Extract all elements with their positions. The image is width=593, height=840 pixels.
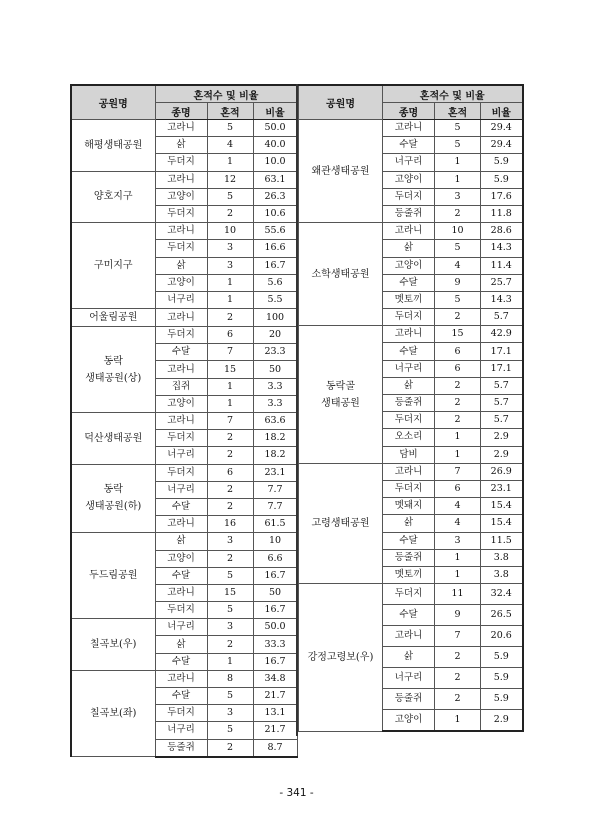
count-cell: 9 — [435, 605, 481, 626]
header-park: 공원명 — [71, 85, 155, 120]
species-cell: 두더지 — [383, 584, 435, 605]
count-cell: 3 — [207, 619, 253, 636]
count-cell: 7 — [435, 626, 481, 647]
count-cell: 2 — [207, 550, 253, 567]
count-cell: 2 — [207, 739, 253, 757]
park-name-cell: 왜관생태공원 — [299, 120, 383, 223]
park-name-cell: 두드림공원 — [71, 533, 155, 619]
header-count: 혼적 — [435, 103, 481, 120]
count-cell: 4 — [435, 515, 481, 532]
ratio-cell: 2.9 — [481, 446, 523, 463]
ratio-cell: 17.1 — [481, 360, 523, 377]
count-cell: 2 — [207, 309, 253, 327]
count-cell: 7 — [207, 344, 253, 361]
table-row — [71, 223, 297, 240]
ratio-cell: 17.1 — [481, 343, 523, 360]
species-cell: 멧돼지 — [383, 498, 435, 515]
species-cell: 고라니 — [383, 223, 435, 240]
header-ratio: 비율 — [481, 103, 523, 120]
ratio-cell: 14.3 — [481, 240, 523, 257]
ratio-cell: 23.3 — [253, 344, 297, 361]
ratio-cell: 29.4 — [481, 137, 523, 154]
table-row — [299, 223, 523, 240]
header-group: 혼적수 및 비율 — [383, 85, 523, 103]
ratio-cell: 14.3 — [481, 291, 523, 308]
species-cell: 너구리 — [155, 447, 207, 464]
ratio-cell: 21.7 — [253, 688, 297, 705]
ratio-cell: 10.6 — [253, 205, 297, 222]
ratio-cell: 10.0 — [253, 154, 297, 171]
count-cell: 12 — [207, 171, 253, 188]
count-cell: 2 — [207, 205, 253, 222]
ratio-cell: 28.6 — [481, 223, 523, 240]
table-row — [71, 464, 297, 481]
species-cell: 수달 — [383, 605, 435, 626]
count-cell: 5 — [207, 188, 253, 205]
species-cell: 수달 — [155, 498, 207, 515]
species-cell: 고라니 — [155, 361, 207, 378]
species-cell: 두더지 — [155, 240, 207, 257]
count-cell: 3 — [435, 532, 481, 549]
species-cell: 등줄쥐 — [155, 739, 207, 757]
table-row — [71, 533, 297, 550]
ratio-cell: 15.4 — [481, 498, 523, 515]
park-name-cell: 덕산생태공원 — [71, 413, 155, 465]
species-cell: 너구리 — [155, 481, 207, 498]
park-name-cell: 칠곡보(좌) — [71, 670, 155, 756]
species-cell: 멧토끼 — [383, 291, 435, 308]
header-ratio: 비율 — [253, 103, 297, 120]
species-cell: 두더지 — [383, 412, 435, 429]
ratio-cell: 26.3 — [253, 188, 297, 205]
species-cell: 등줄쥐 — [383, 395, 435, 412]
count-cell: 2 — [435, 689, 481, 710]
species-cell: 담비 — [383, 446, 435, 463]
header-species: 종명 — [383, 103, 435, 120]
ratio-cell: 100 — [253, 309, 297, 327]
count-cell: 1 — [435, 549, 481, 566]
ratio-cell: 20.6 — [481, 626, 523, 647]
count-cell: 2 — [435, 205, 481, 222]
species-cell: 고라니 — [383, 626, 435, 647]
species-cell: 삵 — [383, 377, 435, 394]
species-cell: 고라니 — [155, 120, 207, 137]
ratio-cell: 50.0 — [253, 120, 297, 137]
park-name-cell: 어울림공원 — [71, 309, 155, 327]
species-cell: 등줄쥐 — [383, 205, 435, 222]
ratio-cell: 61.5 — [253, 516, 297, 533]
species-cell: 수달 — [155, 688, 207, 705]
count-cell: 1 — [435, 566, 481, 583]
species-cell: 너구리 — [155, 291, 207, 308]
table-row — [71, 120, 297, 137]
park-name-cell: 소학생태공원 — [299, 223, 383, 326]
table-row — [71, 327, 297, 344]
species-cell: 두더지 — [383, 188, 435, 205]
count-cell: 3 — [435, 188, 481, 205]
ratio-cell: 16.7 — [253, 602, 297, 619]
park-name-cell: 동락골 생태공원 — [299, 326, 383, 464]
count-cell: 5 — [435, 240, 481, 257]
ratio-cell: 5.7 — [481, 412, 523, 429]
ratio-cell: 29.4 — [481, 120, 523, 137]
ratio-cell: 18.2 — [253, 447, 297, 464]
park-name-cell: 구미지구 — [71, 223, 155, 309]
ratio-cell: 42.9 — [481, 326, 523, 343]
count-cell: 5 — [207, 120, 253, 137]
species-cell: 삵 — [155, 533, 207, 550]
species-cell: 수달 — [383, 274, 435, 291]
page-number: - 341 - — [279, 787, 314, 799]
species-cell: 두더지 — [155, 430, 207, 447]
count-cell: 3 — [207, 240, 253, 257]
table-row — [299, 326, 523, 343]
ratio-cell: 3.8 — [481, 549, 523, 566]
count-cell: 1 — [207, 378, 253, 395]
species-cell: 고라니 — [383, 120, 435, 137]
count-cell: 2 — [435, 309, 481, 326]
species-cell: 집쥐 — [155, 378, 207, 395]
species-cell: 수달 — [383, 343, 435, 360]
species-cell: 고양이 — [155, 188, 207, 205]
species-cell: 고라니 — [155, 223, 207, 240]
header-group: 혼적수 및 비율 — [155, 85, 297, 103]
species-cell: 수달 — [383, 137, 435, 154]
count-cell: 6 — [207, 327, 253, 344]
species-cell: 멧토끼 — [383, 566, 435, 583]
ratio-cell: 63.1 — [253, 171, 297, 188]
ratio-cell: 23.1 — [253, 464, 297, 481]
ratio-cell: 26.9 — [481, 463, 523, 480]
ratio-cell: 16.7 — [253, 567, 297, 584]
ratio-cell: 5.9 — [481, 668, 523, 689]
species-cell: 수달 — [383, 532, 435, 549]
species-cell: 고라니 — [155, 584, 207, 601]
ratio-cell: 11.5 — [481, 532, 523, 549]
count-cell: 6 — [435, 480, 481, 497]
species-cell: 고양이 — [155, 274, 207, 291]
species-cell: 두더지 — [155, 705, 207, 722]
count-cell: 1 — [435, 171, 481, 188]
ratio-cell: 16.7 — [253, 257, 297, 274]
park-name-cell: 강정고령보(우) — [299, 584, 383, 732]
park-name-cell: 양호지구 — [71, 171, 155, 223]
count-cell: 9 — [435, 274, 481, 291]
left-table-body — [71, 120, 297, 757]
species-cell: 두더지 — [383, 480, 435, 497]
ratio-cell: 10 — [253, 533, 297, 550]
ratio-cell: 26.5 — [481, 605, 523, 626]
ratio-cell: 50 — [253, 361, 297, 378]
count-cell: 7 — [207, 413, 253, 430]
count-cell: 4 — [435, 498, 481, 515]
count-cell: 2 — [207, 481, 253, 498]
table-row — [71, 309, 297, 327]
count-cell: 1 — [435, 154, 481, 171]
ratio-cell: 6.6 — [253, 550, 297, 567]
count-cell: 3 — [207, 705, 253, 722]
count-cell: 2 — [435, 395, 481, 412]
park-name-cell: 해평생태공원 — [71, 120, 155, 172]
species-cell: 너구리 — [383, 668, 435, 689]
count-cell: 2 — [207, 636, 253, 653]
ratio-cell: 3.8 — [481, 566, 523, 583]
count-cell: 6 — [207, 464, 253, 481]
species-cell: 두더지 — [155, 154, 207, 171]
species-cell: 삵 — [383, 240, 435, 257]
count-cell: 2 — [207, 447, 253, 464]
ratio-cell: 13.1 — [253, 705, 297, 722]
table-row — [71, 171, 297, 188]
ratio-cell: 50.0 — [253, 619, 297, 636]
ratio-cell: 16.6 — [253, 240, 297, 257]
ratio-cell: 63.6 — [253, 413, 297, 430]
right-table — [298, 84, 524, 732]
count-cell: 5 — [207, 688, 253, 705]
count-cell: 2 — [435, 668, 481, 689]
count-cell: 4 — [435, 257, 481, 274]
species-cell: 너구리 — [383, 154, 435, 171]
count-cell: 10 — [207, 223, 253, 240]
ratio-cell: 3.3 — [253, 395, 297, 412]
ratio-cell: 5.9 — [481, 171, 523, 188]
count-cell: 2 — [207, 430, 253, 447]
species-cell: 고양이 — [383, 710, 435, 732]
species-cell: 너구리 — [155, 619, 207, 636]
ratio-cell: 33.3 — [253, 636, 297, 653]
count-cell: 16 — [207, 516, 253, 533]
table-row — [299, 120, 523, 137]
species-cell: 너구리 — [155, 722, 207, 739]
species-cell: 너구리 — [383, 360, 435, 377]
count-cell: 2 — [435, 412, 481, 429]
species-cell: 삵 — [383, 515, 435, 532]
ratio-cell: 18.2 — [253, 430, 297, 447]
species-cell: 수달 — [155, 653, 207, 670]
ratio-cell: 5.5 — [253, 291, 297, 308]
species-cell: 두더지 — [155, 205, 207, 222]
ratio-cell: 32.4 — [481, 584, 523, 605]
count-cell: 5 — [207, 722, 253, 739]
ratio-cell: 50 — [253, 584, 297, 601]
species-cell: 등줄쥐 — [383, 689, 435, 710]
species-cell: 오소리 — [383, 429, 435, 446]
ratio-cell: 2.9 — [481, 710, 523, 732]
species-cell: 두더지 — [383, 309, 435, 326]
count-cell: 3 — [207, 257, 253, 274]
ratio-cell: 5.6 — [253, 274, 297, 291]
species-cell: 고라니 — [155, 516, 207, 533]
species-cell: 고라니 — [155, 171, 207, 188]
species-cell: 고양이 — [155, 550, 207, 567]
table-row — [299, 584, 523, 605]
count-cell: 15 — [435, 326, 481, 343]
count-cell: 1 — [435, 429, 481, 446]
count-cell: 15 — [207, 361, 253, 378]
count-cell: 11 — [435, 584, 481, 605]
count-cell: 2 — [207, 498, 253, 515]
count-cell: 6 — [435, 343, 481, 360]
park-name-cell: 칠곡보(우) — [71, 619, 155, 671]
species-cell: 고양이 — [383, 257, 435, 274]
ratio-cell: 55.6 — [253, 223, 297, 240]
ratio-cell: 5.9 — [481, 154, 523, 171]
ratio-cell: 11.8 — [481, 205, 523, 222]
species-cell: 두더지 — [155, 327, 207, 344]
ratio-cell: 20 — [253, 327, 297, 344]
count-cell: 5 — [435, 291, 481, 308]
left-table — [70, 84, 298, 758]
header-park: 공원명 — [299, 85, 383, 120]
ratio-cell: 21.7 — [253, 722, 297, 739]
species-cell: 고라니 — [155, 309, 207, 327]
count-cell: 1 — [435, 446, 481, 463]
count-cell: 6 — [435, 360, 481, 377]
park-name-cell: 동락 생태공원(하) — [71, 464, 155, 533]
count-cell: 7 — [435, 463, 481, 480]
count-cell: 1 — [207, 653, 253, 670]
header-count: 혼적 — [207, 103, 253, 120]
species-cell: 두더지 — [155, 464, 207, 481]
species-cell: 고라니 — [155, 670, 207, 687]
ratio-cell: 3.3 — [253, 378, 297, 395]
count-cell: 1 — [207, 395, 253, 412]
ratio-cell: 5.7 — [481, 309, 523, 326]
park-name-cell: 고령생태공원 — [299, 463, 383, 583]
park-name-cell: 동락 생태공원(상) — [71, 327, 155, 413]
header-species: 종명 — [155, 103, 207, 120]
count-cell: 4 — [207, 137, 253, 154]
ratio-cell: 34.8 — [253, 670, 297, 687]
ratio-cell: 5.9 — [481, 647, 523, 668]
count-cell: 1 — [207, 291, 253, 308]
ratio-cell: 7.7 — [253, 498, 297, 515]
species-cell: 등줄쥐 — [383, 549, 435, 566]
right-table-body — [299, 120, 523, 732]
species-cell: 삵 — [155, 636, 207, 653]
species-cell: 수달 — [155, 344, 207, 361]
table-row — [71, 619, 297, 636]
count-cell: 5 — [435, 120, 481, 137]
count-cell: 1 — [435, 710, 481, 732]
species-cell: 고양이 — [155, 395, 207, 412]
ratio-cell: 25.7 — [481, 274, 523, 291]
count-cell: 15 — [207, 584, 253, 601]
count-cell: 5 — [207, 567, 253, 584]
table-row — [71, 670, 297, 687]
ratio-cell: 17.6 — [481, 188, 523, 205]
species-cell: 고라니 — [383, 326, 435, 343]
species-cell: 수달 — [155, 567, 207, 584]
ratio-cell: 15.4 — [481, 515, 523, 532]
table-row — [299, 463, 523, 480]
count-cell: 10 — [435, 223, 481, 240]
count-cell: 8 — [207, 670, 253, 687]
ratio-cell: 2.9 — [481, 429, 523, 446]
count-cell: 1 — [207, 274, 253, 291]
species-cell: 삵 — [155, 137, 207, 154]
count-cell: 5 — [207, 602, 253, 619]
ratio-cell: 16.7 — [253, 653, 297, 670]
ratio-cell: 5.7 — [481, 395, 523, 412]
species-cell: 고라니 — [383, 463, 435, 480]
species-cell: 삵 — [383, 647, 435, 668]
species-cell: 삵 — [155, 257, 207, 274]
species-cell: 고라니 — [155, 413, 207, 430]
ratio-cell: 5.7 — [481, 377, 523, 394]
table-row — [71, 413, 297, 430]
ratio-cell: 5.9 — [481, 689, 523, 710]
ratio-cell: 8.7 — [253, 739, 297, 757]
species-cell: 두더지 — [155, 602, 207, 619]
ratio-cell: 40.0 — [253, 137, 297, 154]
species-cell: 고양이 — [383, 171, 435, 188]
count-cell: 2 — [435, 647, 481, 668]
ratio-cell: 11.4 — [481, 257, 523, 274]
count-cell: 1 — [207, 154, 253, 171]
count-cell: 5 — [435, 137, 481, 154]
count-cell: 3 — [207, 533, 253, 550]
ratio-cell: 7.7 — [253, 481, 297, 498]
count-cell: 2 — [435, 377, 481, 394]
ratio-cell: 23.1 — [481, 480, 523, 497]
